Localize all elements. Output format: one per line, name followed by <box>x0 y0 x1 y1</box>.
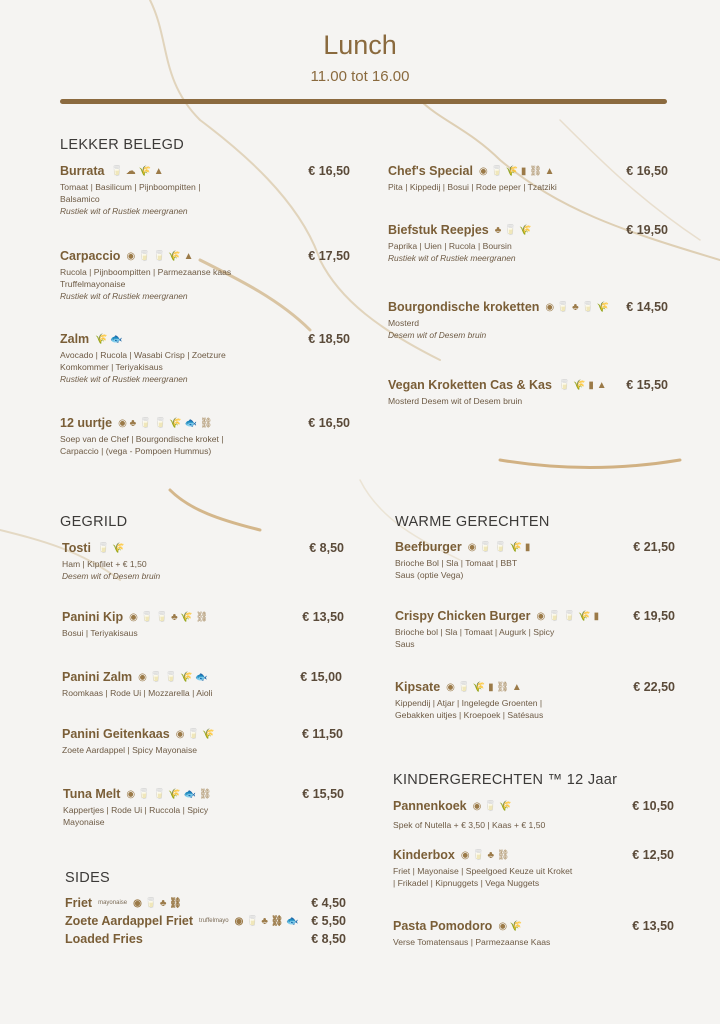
side-sub: truffelmayo <box>199 918 229 924</box>
section-sides: SIDES <box>65 870 111 886</box>
item-name: Tuna Melt <box>63 787 121 801</box>
item-description: Friet | Mayonaise | Speelgoed Keuze uit Kroket | Frikadel | Kipnuggets | Vega Nuggets <box>393 866 573 888</box>
allergen-icons: ◉ 🥛 ♣ 🥛 🌾 <box>545 301 610 313</box>
item-price: € 19,50 <box>626 223 668 237</box>
menu-item <box>393 848 674 889</box>
allergen-icons: ◉ 🌾 <box>498 920 523 932</box>
menu-item <box>388 300 668 341</box>
menu-item <box>60 164 350 217</box>
allergen-icons: ◉ 🥛 🥛 🌾 ▮ <box>536 610 600 622</box>
item-name: Panini Kip <box>62 610 124 624</box>
item-price: € 10,50 <box>632 799 674 813</box>
item-name: Panini Geitenkaas <box>62 727 170 741</box>
item-name: Panini Zalm <box>62 670 133 684</box>
item-description: Spek of Nutella + € 3,50 | Kaas + € 1,50 <box>393 820 546 830</box>
item-price: € 15,50 <box>626 378 668 392</box>
menu-item <box>395 540 675 581</box>
menu-item <box>60 332 350 385</box>
allergen-icons: 🌾 🐟 <box>95 333 123 345</box>
item-price: € 16,50 <box>308 164 350 178</box>
side-sub: mayonaise <box>98 900 128 906</box>
item-price: € 16,50 <box>626 164 668 178</box>
allergen-icons: 🥛 ☁ 🌾 ▲ <box>110 165 164 177</box>
item-name: Vegan Kroketten Cas & Kas <box>388 378 552 392</box>
side-price: € 4,50 <box>311 896 346 910</box>
item-name: Kinderbox <box>393 848 455 862</box>
side-item <box>65 896 346 910</box>
item-price: € 22,50 <box>633 680 675 694</box>
item-price: € 21,50 <box>633 540 675 554</box>
section-kindergerechten: KINDERGERECHTEN ™ 12 Jaar <box>393 772 618 788</box>
item-price: € 13,50 <box>302 610 344 624</box>
item-description: Soep van de Chef | Bourgondische kroket | Carpaccio | (vega - Pompoen Hummus) <box>60 434 224 456</box>
item-description: Pita | Kippedij | Bosui | Rode peper | Tzatziki <box>388 182 557 192</box>
section-warme-gerechten: WARME GERECHTEN <box>395 514 550 530</box>
item-note: Rustiek wit of Rustiek meergranen <box>60 291 188 301</box>
item-description: Tomaat | Basilicum | Pijnboompitten | Balsamico <box>60 182 201 204</box>
allergen-icons: ◉ 🥛 ♣ ⛓ <box>133 897 182 909</box>
menu-item <box>62 727 343 756</box>
lunch-hours: 11.00 tot 16.00 <box>310 68 410 85</box>
section-lekker-belegd: LEKKER BELEGD <box>60 137 184 153</box>
section-gegrild: GEGRILD <box>60 514 128 530</box>
item-price: € 15,50 <box>302 787 344 801</box>
item-description: Kappertjes | Rode Ui | Ruccola | Spicy Mayonaise <box>63 805 209 827</box>
page-title: Lunch <box>323 30 397 60</box>
allergen-icons: ◉ 🥛 🌾 ▮ ⛓ ▲ <box>446 681 522 693</box>
allergen-icons: ♣ 🥛 🌾 <box>494 224 532 236</box>
allergen-icons: ◉ 🥛 🥛 🌾 ▲ <box>126 250 194 262</box>
item-description: Bosui | Teriyakisaus <box>62 628 138 638</box>
item-name: Crispy Chicken Burger <box>395 609 531 623</box>
item-note: Desem wit of Desem bruin <box>388 330 487 340</box>
item-note: Rustiek wit of Rustiek meergranen <box>60 374 188 384</box>
side-name: Zoete Aardappel Friet <box>65 914 194 928</box>
header-divider <box>60 99 667 104</box>
item-price: € 11,50 <box>301 727 343 741</box>
item-description: Kippendij | Atjar | Ingelegde Groenten | Gebakken uitjes | Kroepoek | Satésaus <box>395 698 544 720</box>
menu-item <box>62 670 342 699</box>
side-name: Friet <box>65 896 93 910</box>
item-price: € 17,50 <box>308 249 350 263</box>
item-name: Kipsate <box>395 680 441 694</box>
item-note: Rustiek wit of Rustiek meergranen <box>388 253 516 263</box>
allergen-icons: ◉ ♣ 🥛 🥛 🌾 🐟 ⛓ <box>118 417 213 429</box>
item-note: Rustiek wit of Rustiek meergranen <box>60 206 188 216</box>
item-name: Carpaccio <box>60 249 121 263</box>
item-description: Avocado | Rucola | Wasabi Crisp | Zoetzure Komkommer | Teriyakisaus <box>60 350 226 372</box>
allergen-icons: ◉ 🥛 🥛 🌾 🐟 <box>138 671 208 683</box>
item-description: Brioche Bol | Sla | Tomaat | BBT Saus (optie Vega) <box>395 558 517 580</box>
side-price: € 5,50 <box>311 914 346 928</box>
allergen-icons: 🥛 🌾 <box>96 542 125 554</box>
item-description: Rucola | Pijnboompitten | Parmezaanse kaas Truffelmayonaise <box>60 267 232 289</box>
allergen-icons: ◉ 🥛 🥛 🌾 🐟 ⛓ <box>126 788 212 800</box>
item-name: Burrata <box>60 164 105 178</box>
menu-item <box>62 541 344 582</box>
item-name: Tosti <box>62 541 91 555</box>
allergen-icons: ◉ 🥛 🥛 ♣ 🌾 ⛓ <box>129 611 209 623</box>
side-name: Loaded Fries <box>65 932 143 946</box>
item-description: Mosterd <box>388 318 420 328</box>
item-name: Pannenkoek <box>393 799 467 813</box>
item-name: Chef's Special <box>388 164 473 178</box>
side-item <box>65 932 346 946</box>
allergen-icons: ◉ 🥛 🌾 <box>472 800 512 812</box>
item-price: € 16,50 <box>308 416 350 430</box>
item-name: Beefburger <box>395 540 462 554</box>
side-item <box>65 914 346 928</box>
item-name: Bourgondische kroketten <box>388 300 540 314</box>
menu-item <box>393 799 674 831</box>
item-price: € 14,50 <box>626 300 668 314</box>
menu-item <box>393 919 674 948</box>
item-price: € 19,50 <box>633 609 675 623</box>
item-note: Desem wit of Desem bruin <box>62 571 161 581</box>
allergen-icons: ◉ 🥛 🌾 <box>175 728 215 740</box>
item-name: Pasta Pomodoro <box>393 919 493 933</box>
item-description: Roomkaas | Rode Ui | Mozzarella | Aioli <box>62 688 213 698</box>
item-description: Verse Tomatensaus | Parmezaanse Kaas <box>393 937 551 947</box>
menu-item <box>62 610 344 639</box>
item-description: Zoete Aardappel | Spicy Mayonaise <box>62 745 198 755</box>
item-description: Mosterd Desem wit of Desem bruin <box>388 396 523 406</box>
menu-item <box>60 249 350 302</box>
item-description: Paprika | Uien | Rucola | Boursin <box>388 241 512 251</box>
menu-item <box>63 787 344 828</box>
allergen-icons: ◉ 🥛 🥛 🌾 ▮ <box>467 541 531 553</box>
allergen-icons: ◉ 🥛 ♣ ⛓ <box>460 849 510 861</box>
item-price: € 8,50 <box>309 541 344 555</box>
item-name: Biefstuk Reepjes <box>388 223 489 237</box>
allergen-icons: 🥛 🌾 ▮ ▲ <box>557 379 607 391</box>
menu-item <box>395 680 675 721</box>
item-price: € 18,50 <box>308 332 350 346</box>
menu-item <box>388 223 668 264</box>
item-description: Brioche bol | Sla | Tomaat | Augurk | Spicy Saus <box>395 627 555 649</box>
item-name: 12 uurtje <box>60 416 113 430</box>
side-price: € 8,50 <box>311 932 346 946</box>
item-price: € 13,50 <box>632 919 674 933</box>
item-price: € 12,50 <box>632 848 674 862</box>
menu-item <box>388 164 668 193</box>
menu-item <box>388 378 668 407</box>
item-name: Zalm <box>60 332 90 346</box>
allergen-icons: ◉ 🥛 🌾 ▮ ⛓ ▲ <box>478 165 555 177</box>
item-description: Ham | Kipfilet + € 1,50 <box>62 559 147 569</box>
allergen-icons: ◉ 🥛 ♣ ⛓ 🐟 <box>234 915 299 927</box>
item-price: € 15,00 <box>300 670 342 684</box>
menu-item <box>60 416 350 457</box>
menu-item <box>395 609 675 650</box>
